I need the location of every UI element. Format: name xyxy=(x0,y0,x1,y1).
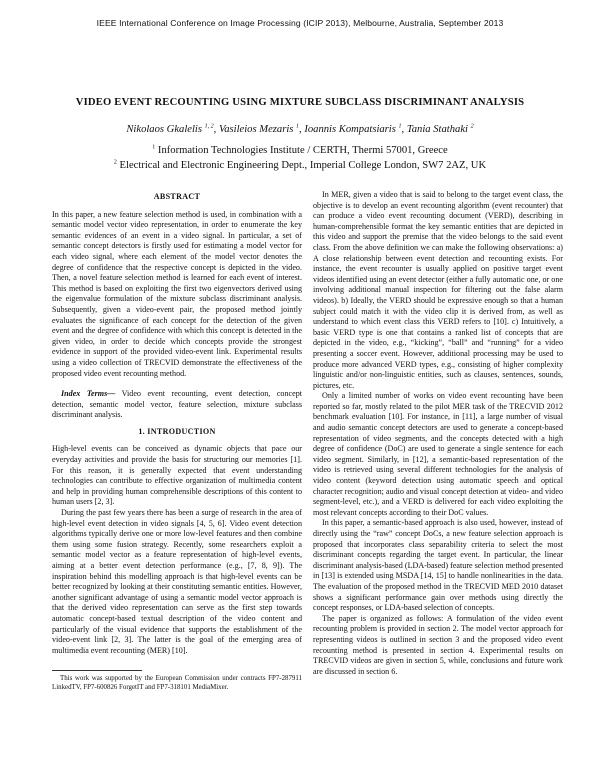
author-name: Nikolaos Gkalelis xyxy=(126,124,202,135)
affiliation-text: Information Technologies Institute / CERTH, Thermi 57001, Greece xyxy=(157,145,448,156)
left-column xyxy=(52,190,302,692)
body-paragraph: High-level events can be conceived as dynamic objects that pace our everyday activities and provide the basis for structuring our memories [1]. For this reason, it is generally expected that event understanding technologies can contribute to effective organization of multimedia content and help in providing human comprehensible descriptions of this content to human users [2, 3]. xyxy=(52,444,302,507)
body-paragraph: In MER, given a video that is said to belong to the target event class, the objective is to develop an event recounting algorithm (event recounter) that can produce a video event recounting document (VERD), describing in human-comprehensible format the key semantic entities that are depicted in this video and support the premise that the video belongs to the said event class. From the above definition we can make the following observations: a) A close relationship between event detection and recounting exists. For instance, the event recounter is usually applied on positive target event videos identified using an event detector (either a fully automatic one, or one involving additional manual inspection for filtering out the false alarm videos). b) Ideally, the VERD should be expressive enough so that a human subject could match it with the video clip it is derived from, as well as understand to which event class this VERD refers to [10]. c) Intuitively, a basic VERD type is one that contains a ranked list of concepts that are depicted in the video, e.g., “kicking”, “ball” and “running” for a video presenting a soccer event. However, additional processing may be used to produce more advanced VERD types, e.g., consisting of higher complexity linguistic and/or non-linguistic entities, such as clauses, sentences, sounds, pictures, etc. xyxy=(313,190,563,390)
author-affiliation-mark: 1 xyxy=(398,123,402,130)
affiliation xyxy=(20,160,580,171)
abstract-heading: ABSTRACT xyxy=(153,192,201,201)
body-paragraph: Only a limited number of works on video event recounting have been reported so far, mostly related to the pilot MER task of the TRECVID 2012 benchmark evaluation [10]. For instance, in [11], a large number of visual and audio semantic concept detectors are used to generate a concept-based representation of video segments, and the concepts detected with a high degree of confidence (DoC) are used to generate a single sentence for each video segment. Similarly, in [12], a semantic-based representation of the video is retrieved using several different technologies for the analysis of video content (keyword detection using automatic speech and optical character recognition; audio and visual concept detection at video- and video segment-level, etc.), and a VERD is delivered for each video exploiting the most relevant concepts according to their DoC values. xyxy=(313,391,563,517)
right-column xyxy=(313,190,563,677)
index-terms-label: Index Terms— xyxy=(61,389,116,399)
running-header: IEEE International Conference on Image Processing (ICIP 2013), Melbourne, Australia, September 2013 xyxy=(96,18,504,28)
author-name: Vasileios Mezaris xyxy=(218,124,294,135)
footnote-rule xyxy=(52,670,142,671)
funding-footnote: This work was supported by the European Commission under contracts FP7-287911 LinkedTV, FP7-600826 ForgetIT and FP7-318101 MediaMixer. xyxy=(52,675,302,691)
body-paragraph: During the past few years there has been a surge of research in the area of high-level event detection in video signals [4, 5, 6]. Video event detection algorithms typically derive one or more low-level features and then combine them using some fusion strategy. Recently, some researchers exploit a semantic model vector as a feature representation of high-level events, aiming at a better event detection performance (e.g., [7, 8, 9]). The inspiration behind this modelling approach is that high-level events can be better recognized by looking at their constituting semantic entities. However, another significant advantage of using a semantic model vector approach is that the derived video representation can serve as the first step towards automatic concept-based textual description of the video content and particularly of the visual evidence that supports the establishment of the video-event link [2, 3]. The latter is the goal of the emerging area of multimedia event recounting (MER) [10]. xyxy=(52,508,302,655)
author-name: Ioannis Kompatsiaris xyxy=(304,124,396,135)
body-paragraph: The paper is organized as follows: A formulation of the video event recounting problem is provided in section 2. The model vector approach for representing videos is outlined in section 3 and the proposed video event recounting method is presented in section 4. Experimental results on TRECVID videos are given in section 5, while, conclusions and future work are discussed in section 6. xyxy=(313,613,563,676)
author-list: Nikolaos Gkalelis $^{1, 2}$, Vasileios Mezaris $^1$, Ioannis Kompatsiaris $^1$, Tania Stathaki $^2$ xyxy=(126,123,474,135)
affiliation-text: Electrical and Electronic Engineering Dept., Imperial College London, SW7 2AZ, UK xyxy=(119,160,487,171)
author-affiliation-mark: 1 xyxy=(296,123,300,130)
introduction-heading: 1. INTRODUCTION xyxy=(138,426,216,436)
author-name: Tania Stathaki xyxy=(406,124,468,135)
index-terms xyxy=(52,389,302,421)
affiliation-mark: 1 xyxy=(152,144,156,151)
body-paragraph: In this paper, a semantic-based approach is also used, however, instead of directly using the “raw” concept DoCs, a new feature selection approach is proposed that incorporates class separability criteria to select the most discriminant concepts regarding the target event. In particular, the linear discriminant analysis-based (LDA-based) feature selection method presented in [13] is extended using MSDA [14, 15] to handle nonlinearities in the data. The evaluation of the proposed method in the TRECVID MED 2010 dataset shows a significant performance gain over methods using directly the concept responses, or LDA-based selection of concepts. xyxy=(313,518,563,613)
author-affiliation-mark: 1, 2 xyxy=(204,123,214,130)
abstract-text: In this paper, a new feature selection method is used, in combination with a semantic model vector video representation, in order to enumerate the key semantic evidences of an event in a video signal. In particular, a set of semantic concept detectors is firstly used for estimating a model vector for each video signal, where each element of the model vector denotes the degree of confidence that the respective concept is depicted in the video. Then, a novel feature selection method is learned for each event of interest. This method is based on exploiting the first two eigenvectors derived using the eigenvalue formulation of the mixture subclass discriminant analysis. Subsequently, given a video-event pair, the proposed method jointly evaluates the significance of each concept for the detection of the given event and the degree of confidence with which this concept is detected in the given video, in order to decide which concepts provide the strongest evidence in support of the provided video-event link. Experimental results using a video collection of TRECVID demonstrate the effectiveness of the proposed video event recounting method. xyxy=(52,209,302,378)
paper-title: VIDEO EVENT RECOUNTING USING MIXTURE SUBCLASS DISCRIMINANT ANALYSIS xyxy=(75,97,525,108)
affiliation xyxy=(20,145,580,156)
author-affiliation-mark: 2 xyxy=(470,123,474,130)
affiliation-mark: 2 xyxy=(113,159,117,166)
index-terms-text: Video event recounting, event detection, concept detection, semantic model vector, feature selection, mixture subclass discriminant analysis. xyxy=(52,389,302,420)
